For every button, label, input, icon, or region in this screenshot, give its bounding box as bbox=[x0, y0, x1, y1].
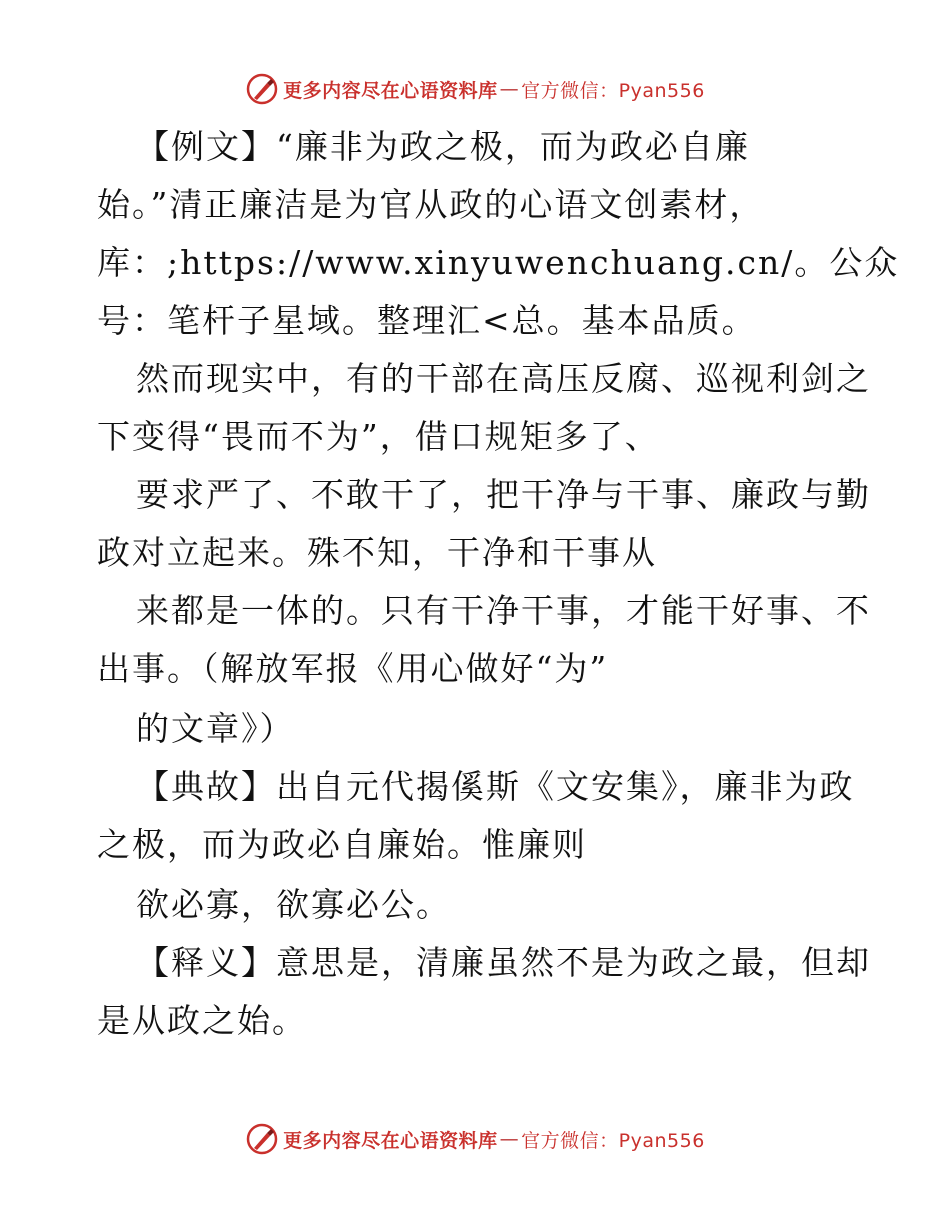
banner-separator: — bbox=[499, 1128, 520, 1150]
text-line: 下变得“畏而不为”，借口规矩多了、 bbox=[97, 417, 660, 456]
pen-logo-icon bbox=[245, 72, 279, 106]
text-line: 库：;https://www.xinyuwenchuang.cn/。公众 bbox=[97, 243, 900, 282]
text-line: 【典故】出自元代揭傒斯《文安集》，廉非为政 bbox=[136, 767, 855, 806]
text-line: 【例文】“廉非为政之极，而为政必自廉 bbox=[136, 127, 750, 166]
text-line: 然而现实中，有的干部在高压反腐、巡视利剑之 bbox=[136, 359, 871, 398]
text-line: 出事。（解放军报《用心做好“为” bbox=[97, 649, 609, 688]
banner-separator: — bbox=[499, 78, 520, 100]
text-line: 欲必寡，欲寡必公。 bbox=[136, 885, 451, 924]
text-line: 来都是一体的。只有干净干事，才能干好事、不 bbox=[136, 591, 871, 630]
text-line: 要求严了、不敢干了，把干净与干事、廉政与勤 bbox=[136, 475, 871, 514]
banner-wechat-text: 官方微信：Pyan556 bbox=[521, 79, 705, 102]
text-line: 始。”清正廉洁是为官从政的心语文创素材， bbox=[97, 185, 765, 224]
footer-banner bbox=[0, 1122, 950, 1156]
banner-main-text: 更多内容尽在心语资料库 bbox=[283, 1129, 498, 1152]
text-line: 号：笔杆子星域。整理汇<总。基本品质。 bbox=[97, 301, 757, 340]
banner-wechat-text: 官方微信：Pyan556 bbox=[521, 1129, 705, 1152]
text-line: 之极，而为政必自廉始。惟廉则 bbox=[97, 825, 587, 864]
pen-logo-icon bbox=[245, 1122, 279, 1156]
text-line: 政对立起来。殊不知，干净和干事从 bbox=[97, 533, 657, 572]
banner-main-text: 更多内容尽在心语资料库 bbox=[283, 79, 498, 102]
text-line: 【释义】意思是，清廉虽然不是为政之最，但却 bbox=[136, 943, 871, 982]
text-line: 的文章》） bbox=[136, 709, 295, 748]
header-banner bbox=[0, 72, 950, 106]
text-line: 是从政之始。 bbox=[97, 1001, 307, 1040]
